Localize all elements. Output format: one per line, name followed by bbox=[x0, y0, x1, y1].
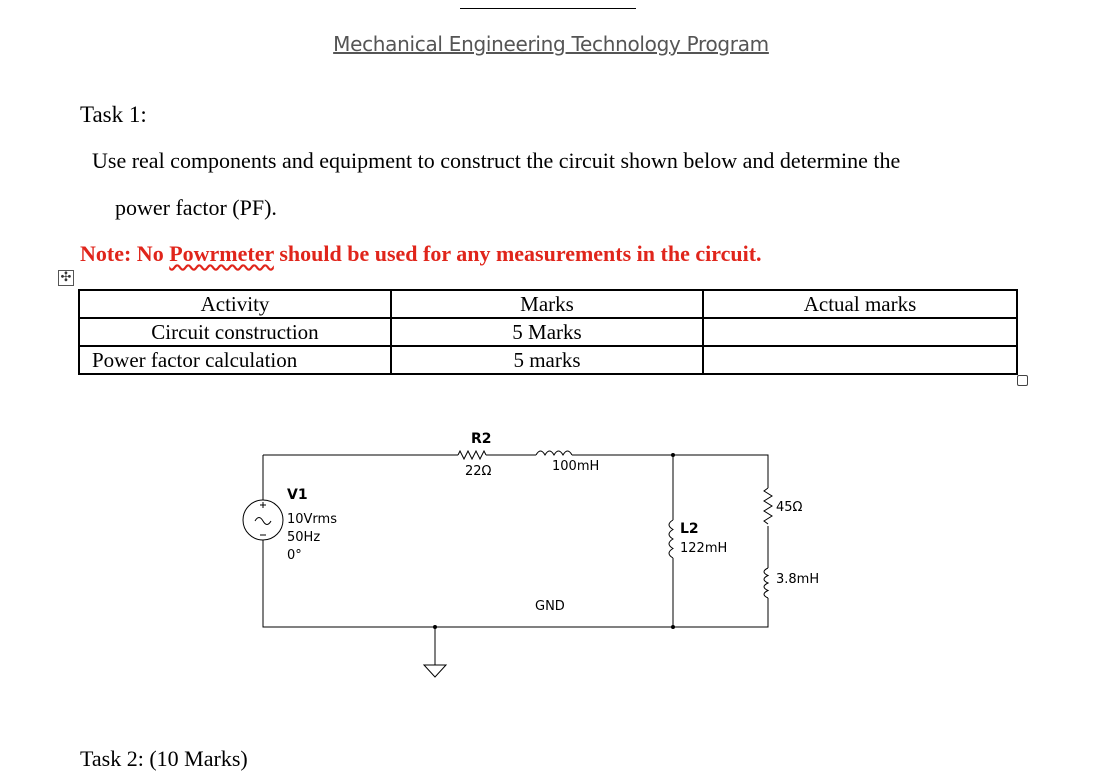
resistor-r3 bbox=[764, 488, 772, 524]
r2-value-label: 22Ω bbox=[465, 464, 492, 479]
source-voltage-label: 10Vrms bbox=[287, 512, 337, 527]
task-title: Task 1: bbox=[80, 102, 147, 127]
next-task-title-partial: Task 2: (10 Marks) bbox=[80, 746, 248, 771]
task-instruction-line1: Use real components and equipment to construct the circuit shown below and determine the bbox=[92, 148, 901, 173]
l1-value-label: 100mH bbox=[552, 459, 600, 474]
note-misspelled-word[interactable]: Powrmeter bbox=[169, 241, 274, 266]
r2-name-label: R2 bbox=[471, 431, 492, 447]
source-phase-label: 0° bbox=[287, 548, 302, 563]
r3-value-label: 45Ω bbox=[776, 500, 803, 515]
gnd-label: GND bbox=[535, 599, 565, 614]
l2-name-label: L2 bbox=[680, 521, 699, 537]
l3-value-label: 3.8mH bbox=[776, 572, 820, 587]
l2-value-label: 122mH bbox=[680, 541, 728, 556]
note-suffix: should be used for any measurements in the circuit. bbox=[273, 241, 762, 266]
cell-marks[interactable]: 5 Marks bbox=[391, 318, 703, 346]
source-name-label: V1 bbox=[287, 487, 308, 503]
header-actual-marks[interactable]: Actual marks bbox=[703, 290, 1017, 318]
resistor-r2 bbox=[458, 451, 486, 459]
junction-dot bbox=[433, 625, 437, 629]
program-title: Mechanical Engineering Technology Program bbox=[333, 32, 769, 56]
sine-wave-icon bbox=[255, 518, 271, 525]
junction-dot bbox=[671, 625, 675, 629]
header-activity[interactable]: Activity bbox=[79, 290, 391, 318]
inductor-l3 bbox=[764, 568, 768, 598]
cell-marks[interactable]: 5 marks bbox=[391, 346, 703, 374]
wire-top-right bbox=[572, 455, 768, 488]
header-marks[interactable]: Marks bbox=[391, 290, 703, 318]
junction-dot bbox=[671, 453, 675, 457]
inductor-l1 bbox=[536, 451, 572, 455]
source-frequency-label: 50Hz bbox=[287, 530, 321, 545]
cell-activity[interactable]: Circuit construction bbox=[79, 318, 391, 346]
move-icon[interactable]: ✣ bbox=[58, 270, 74, 286]
ground-icon bbox=[424, 665, 446, 677]
inductor-l2 bbox=[669, 520, 673, 558]
note-prefix: Note: No bbox=[80, 241, 170, 266]
cell-activity[interactable]: Power factor calculation bbox=[79, 346, 391, 374]
task-instruction-line2: power factor (PF). bbox=[115, 195, 277, 220]
